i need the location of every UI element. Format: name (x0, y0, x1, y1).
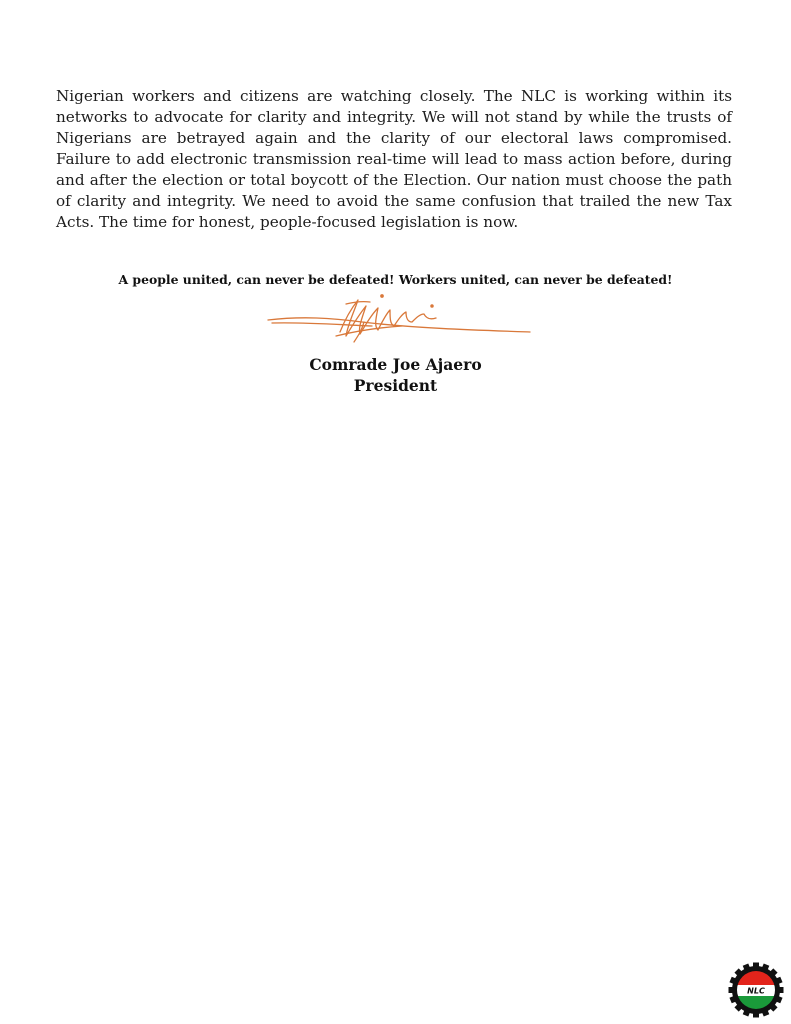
signatory-block (0, 354, 791, 396)
nlc-logo (728, 962, 784, 1018)
signatory-title: President (353, 376, 438, 395)
handwritten-signature (262, 292, 534, 352)
signatory-name: Comrade Joe Ajaero (309, 355, 482, 374)
nlc-logo-text: NLC (747, 986, 765, 996)
slogan-line: A people united, can never be defeated! Workers united, can never be defeated! (118, 272, 673, 287)
letter-body-paragraph: Nigerian workers and citizens are watching closely. The NLC is working within its networks to advocate for clarity and integrity. We will not stand by while the trusts of Nigerians are betrayed again and the clarity of our electoral laws compromised. Failure to add electronic transmission real-time will lead to mass action before, during and after the election or total boycott of the Election. Our nation must choose the path of clarity and integrity. We need to avoid the same confusion that trailed the new Tax Acts. The time for honest, people-focused legislation is now. (56, 87, 732, 231)
